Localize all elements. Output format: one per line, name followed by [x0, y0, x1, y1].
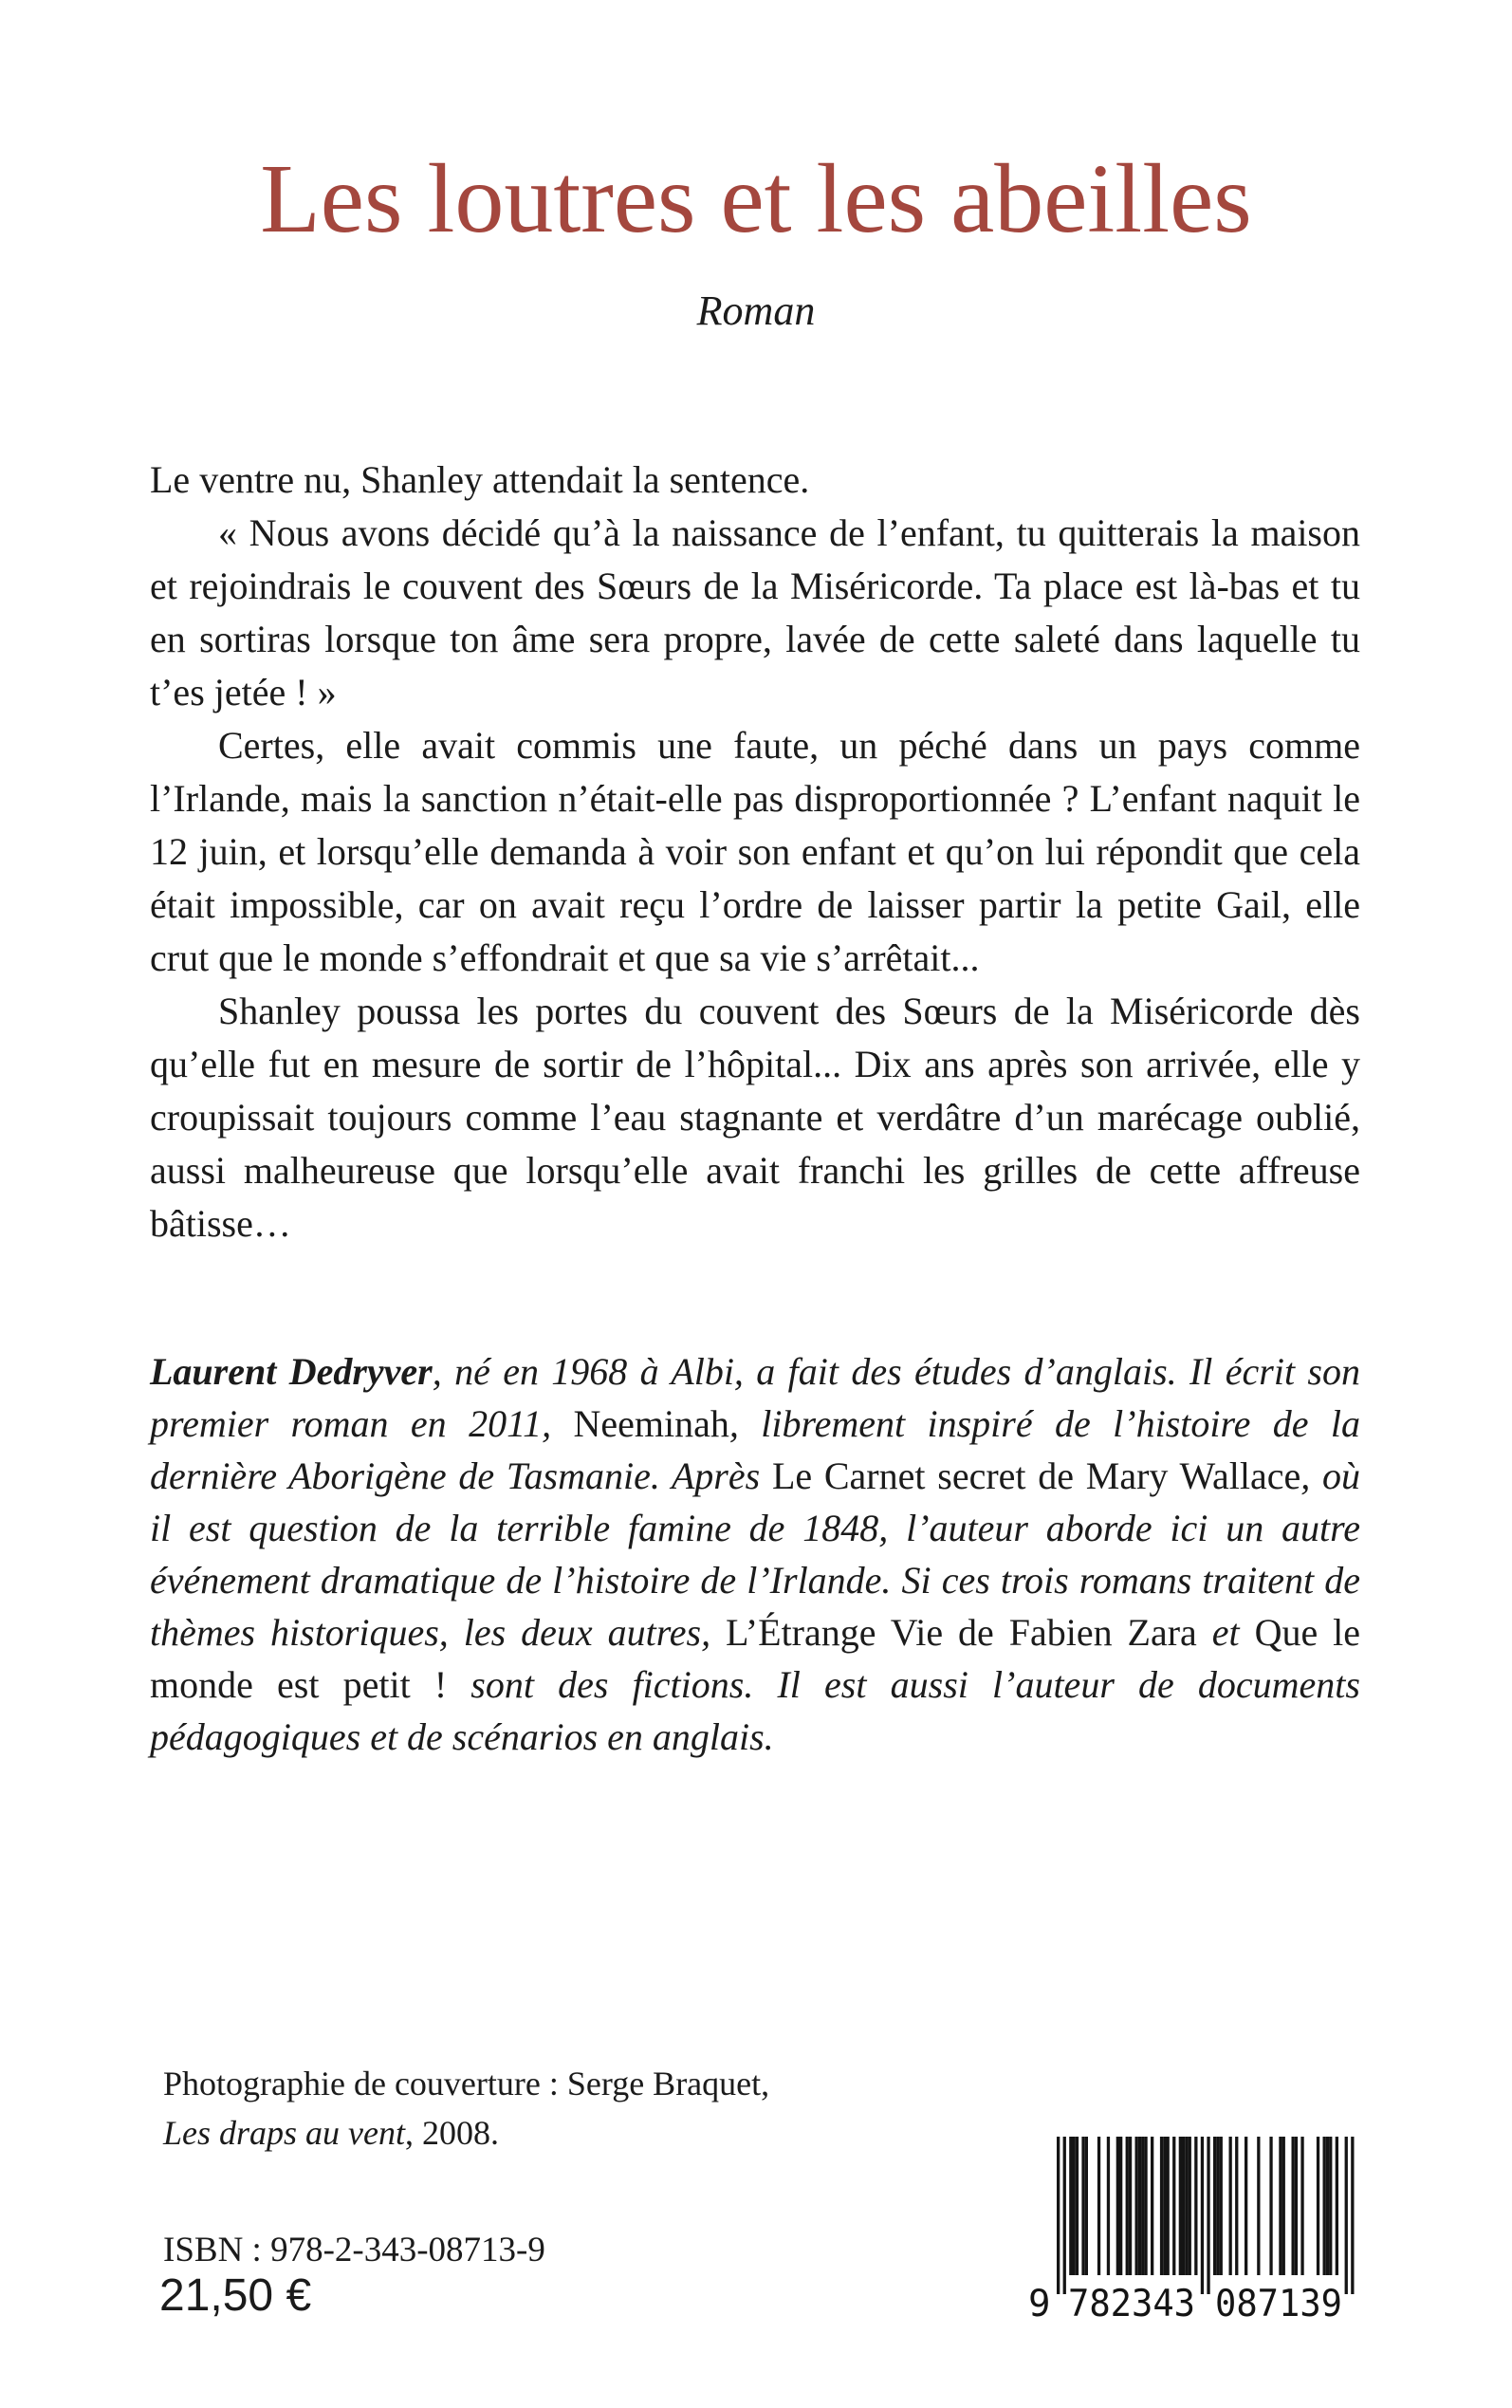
price-text: 21,50 € [159, 2270, 312, 2321]
author-bio-segment: sont des fictions. Il est aussi l’auteur de documents pédagogiques et de scénarios en anglais. [150, 1663, 1360, 1758]
ean13-barcode [1028, 2137, 1356, 2319]
author-bio-segment: Que le monde est petit ! [150, 1611, 1361, 1706]
author-bio-segment: , où il est question de la terrible famine de 1848, l’auteur aborde ici un autre événement dramatique de l’histoire de l’Irlande. Si ces trois romans traitent de thèmes historiques, les deux autres, [150, 1454, 1361, 1654]
photo-credit-line1: Photographie de couverture : Serge Braquet, [163, 2065, 770, 2102]
photo-credit-line2 [163, 2108, 769, 2158]
svg-text:782343: 782343 [1068, 2283, 1195, 2319]
genre-label: Roman [696, 287, 816, 334]
synopsis-paragraph: Certes, elle avait commis une faute, un péché dans un pays comme l’Irlande, mais la sanction n’était-elle pas disproportionnée ? L’enfant naquit le 12 juin, et lorsqu’elle demanda à voir son enfant et qu’on lui répondit que cela était impossible, car on avait reçu l’ordre de laisser partir la petite Gail, elle crut que le monde s’effondrait et que sa vie s’arrêtait... [150, 724, 1360, 979]
author-bio-segment: et [1196, 1611, 1255, 1654]
synopsis-paragraph: Le ventre nu, Shanley attendait la sentence. [150, 458, 810, 501]
photo-title: Les draps au vent [163, 2114, 405, 2152]
author-bio-segment: , librement inspiré de l’histoire de la dernière Aborigène de Tasmanie. Après [150, 1402, 1360, 1497]
author-bio-segment: , né en 1968 à Albi, a fait des études d’anglais. Il écrit son premier roman en 2011, [150, 1350, 1360, 1445]
author-bio-segment: L’Étrange Vie de Fabien Zara [726, 1611, 1197, 1654]
author-bio [150, 1345, 1360, 1763]
book-title: Les loutres et les abeilles [260, 144, 1252, 253]
svg-text:087139: 087139 [1215, 2283, 1342, 2319]
author-bio-segment: Neeminah [573, 1402, 729, 1445]
photo-credit [163, 2059, 769, 2158]
synopsis-paragraph: « Nous avons décidé qu’à la naissance de l’enfant, tu quitterais la maison et rejoindrais le couvent des Sœurs de la Miséricorde. Ta place est là-bas et tu en sortiras lorsque ton âme sera propre, lavée de cette saleté dans laquelle tu t’es jetée ! » [150, 511, 1360, 713]
author-bio-segment: Laurent Dedryver [150, 1350, 433, 1393]
author-bio-segment: Le Carnet secret de Mary Wallace [771, 1454, 1301, 1497]
synopsis-paragraph: Shanley poussa les portes du couvent des Sœurs de la Miséricorde dès qu’elle fut en mesure de sortir de l’hôpital... Dix ans après son arrivée, elle y croupissait toujours comme l’eau stagnante et verdâtre d’un marécage oublié, aussi malheureuse que lorsqu’elle avait franchi les grilles de cette affreuse bâtisse… [150, 990, 1360, 1245]
ean13-barcode-svg [1028, 2137, 1356, 2319]
photo-year: , 2008. [405, 2114, 499, 2152]
author-bio-text [150, 1345, 1360, 1763]
synopsis [150, 454, 1360, 1250]
isbn-text: ISBN : 978-2-343-08713-9 [163, 2231, 545, 2269]
svg-text:9: 9 [1028, 2283, 1051, 2319]
